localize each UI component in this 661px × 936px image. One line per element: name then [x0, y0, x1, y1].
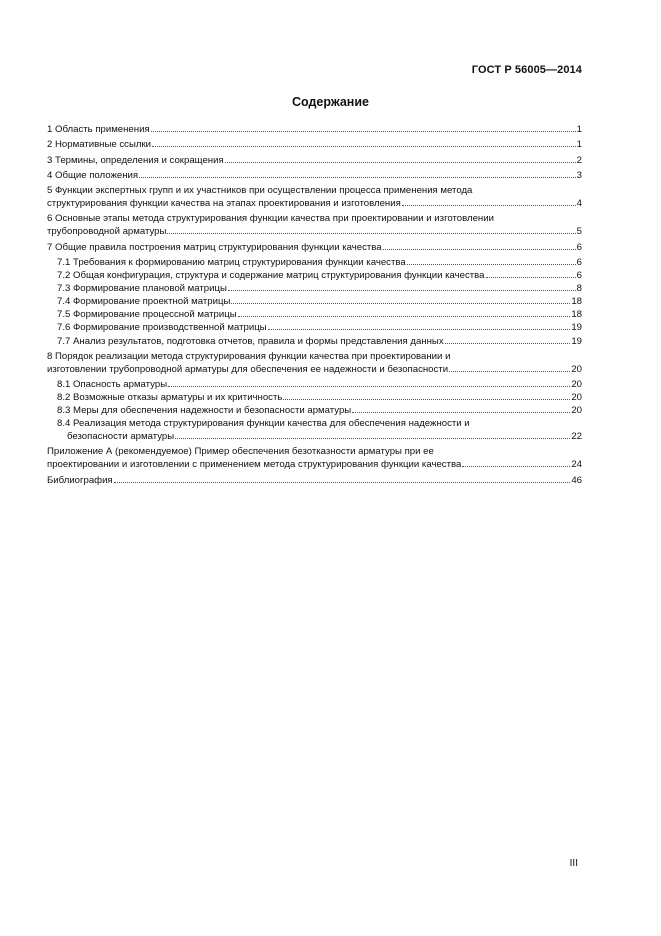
toc-leader-dots: [167, 226, 575, 234]
toc-entry-text: трубопроводной арматуры: [47, 226, 167, 238]
toc-leader-dots: [114, 474, 571, 482]
toc-entry[interactable]: [57, 283, 582, 296]
page-title: Содержание: [291, 95, 369, 109]
toc-entry-text: 8.1 Опасность арматуры: [57, 379, 168, 390]
toc-page-number: 20: [571, 363, 582, 375]
toc-entry-text: 7.3 Формирование плановой матрицы: [57, 283, 227, 295]
toc-entry-text: 7.5 Формирование процессной матрицы: [57, 309, 237, 321]
toc-entry-text: Библиография: [47, 474, 113, 486]
toc-entry-text: 8.4 Реализация метода структурирования функции качества для обеспечения надежности и: [57, 418, 470, 430]
toc-page-number: 18: [571, 309, 582, 321]
toc-entry[interactable]: [57, 309, 582, 322]
document-code: ГОСТ Р 56005—2014: [471, 64, 582, 76]
toc-entry[interactable]: [57, 335, 582, 348]
toc-page-number: 6: [576, 256, 582, 268]
toc-page-number: 19: [571, 335, 582, 347]
toc-entry-text: 7.6 Формирование производственной матрицы: [57, 322, 267, 334]
toc-entry-text: 7.2 Общая конфигурация, структура и содержание матриц структурирования функции качества: [57, 270, 485, 282]
toc-page-number: 2: [576, 154, 582, 166]
toc-entry-text: 7.1 Требования к формированию матриц структурирования функции качества: [57, 256, 406, 268]
toc-entry[interactable]: [57, 392, 582, 405]
toc-entry[interactable]: [57, 257, 582, 270]
toc-entry[interactable]: [57, 418, 582, 444]
toc-leader-dots: [228, 283, 576, 291]
toc-page-number: 3: [576, 170, 582, 182]
toc-leader-dots: [445, 335, 571, 343]
toc-entry[interactable]: [47, 242, 582, 255]
toc-page-number: 24: [571, 459, 582, 471]
toc-entry[interactable]: [57, 270, 582, 283]
toc-entry-text: 1 Область применения: [47, 124, 150, 136]
toc-leader-dots: [238, 309, 571, 317]
toc-entry-text: 7 Общие правила построения матриц структурирования функции качества: [47, 241, 382, 253]
toc-leader-dots: [402, 198, 576, 206]
toc-entry[interactable]: [47, 124, 582, 137]
toc-entry[interactable]: [57, 405, 582, 418]
toc-leader-dots: [352, 405, 570, 413]
toc-entry[interactable]: [47, 155, 582, 168]
toc-entry-text: 3 Термины, определения и сокращения: [47, 154, 224, 166]
toc-entry-text: 7.7 Анализ результатов, подготовка отчетов, правила и формы представления данных: [57, 335, 444, 347]
toc-entry-text: 8 Порядок реализации метода структурирования функции качества при проектировании и: [47, 350, 451, 362]
toc-leader-dots: [407, 257, 576, 265]
toc-leader-dots: [383, 242, 576, 250]
toc-entry-text: 2 Нормативные ссылки: [47, 139, 152, 151]
toc-leader-dots: [283, 392, 570, 400]
toc-entry-text: 7.4 Формирование проектной матрицы: [57, 296, 231, 308]
toc-entry-text: 5 Функции экспертных групп и их участников при осуществлении процесса применения метода: [47, 185, 473, 197]
toc-entry[interactable]: [47, 170, 582, 183]
toc-page-number: 20: [571, 379, 582, 390]
toc-leader-dots: [486, 270, 576, 278]
page-number: III: [569, 858, 578, 869]
toc-page-number: 8: [576, 283, 582, 295]
toc-entry-text: 6 Основные этапы метода структурирования функции качества при проектировании и изготовлении: [47, 213, 494, 225]
toc-entry[interactable]: [47, 446, 582, 472]
toc-leader-dots: [152, 139, 576, 147]
toc-page-number: 46: [571, 474, 582, 486]
toc-page-number: 18: [571, 296, 582, 308]
table-of-contents: [47, 124, 582, 490]
toc-leader-dots: [168, 379, 570, 387]
toc-entry[interactable]: [47, 474, 582, 487]
toc-entry-text: 4 Общие положения: [47, 170, 139, 182]
toc-entry[interactable]: [57, 296, 582, 309]
toc-page-number: 6: [576, 241, 582, 253]
toc-page-number: 6: [576, 270, 582, 282]
toc-entry[interactable]: [47, 351, 582, 377]
toc-entry-text: 8.2 Возможные отказы арматуры и их критичность: [57, 392, 283, 404]
toc-leader-dots: [231, 296, 570, 304]
toc-entry[interactable]: [47, 139, 582, 152]
toc-page-number: 4: [576, 198, 582, 210]
toc-page-number: 1: [576, 124, 582, 136]
toc-page-number: 20: [571, 392, 582, 404]
toc-leader-dots: [175, 431, 570, 439]
toc-page-number: 20: [571, 405, 582, 417]
toc-page-number: 1: [576, 139, 582, 151]
toc-leader-dots: [151, 124, 576, 132]
toc-entry[interactable]: [57, 322, 582, 335]
toc-leader-dots: [139, 170, 576, 178]
toc-leader-dots: [268, 322, 571, 330]
toc-leader-dots: [462, 459, 570, 467]
toc-leader-dots: [225, 155, 576, 163]
toc-page-number: 5: [576, 226, 582, 238]
toc-leader-dots: [449, 364, 570, 372]
toc-entry-text: проектировании и изготовлении с применением метода структурирования функции качества: [47, 459, 462, 471]
toc-entry-text: структурирования функции качества на этапах проектирования и изготовления: [47, 198, 401, 210]
toc-entry[interactable]: [47, 213, 582, 239]
toc-entry-text: изготовлении трубопроводной арматуры для обеспечения ее надежности и безопасности: [47, 363, 449, 375]
toc-entry-text: 8.3 Меры для обеспечения надежности и безопасности арматуры: [57, 405, 352, 417]
toc-entry[interactable]: [47, 185, 582, 211]
toc-entry-text: Приложение А (рекомендуемое) Пример обеспечения безотказности арматуры при ее: [47, 446, 434, 458]
toc-page-number: 19: [571, 322, 582, 334]
toc-entry[interactable]: [57, 379, 582, 392]
toc-page-number: 22: [571, 431, 582, 443]
toc-entry-text: безопасности арматуры: [67, 431, 175, 443]
